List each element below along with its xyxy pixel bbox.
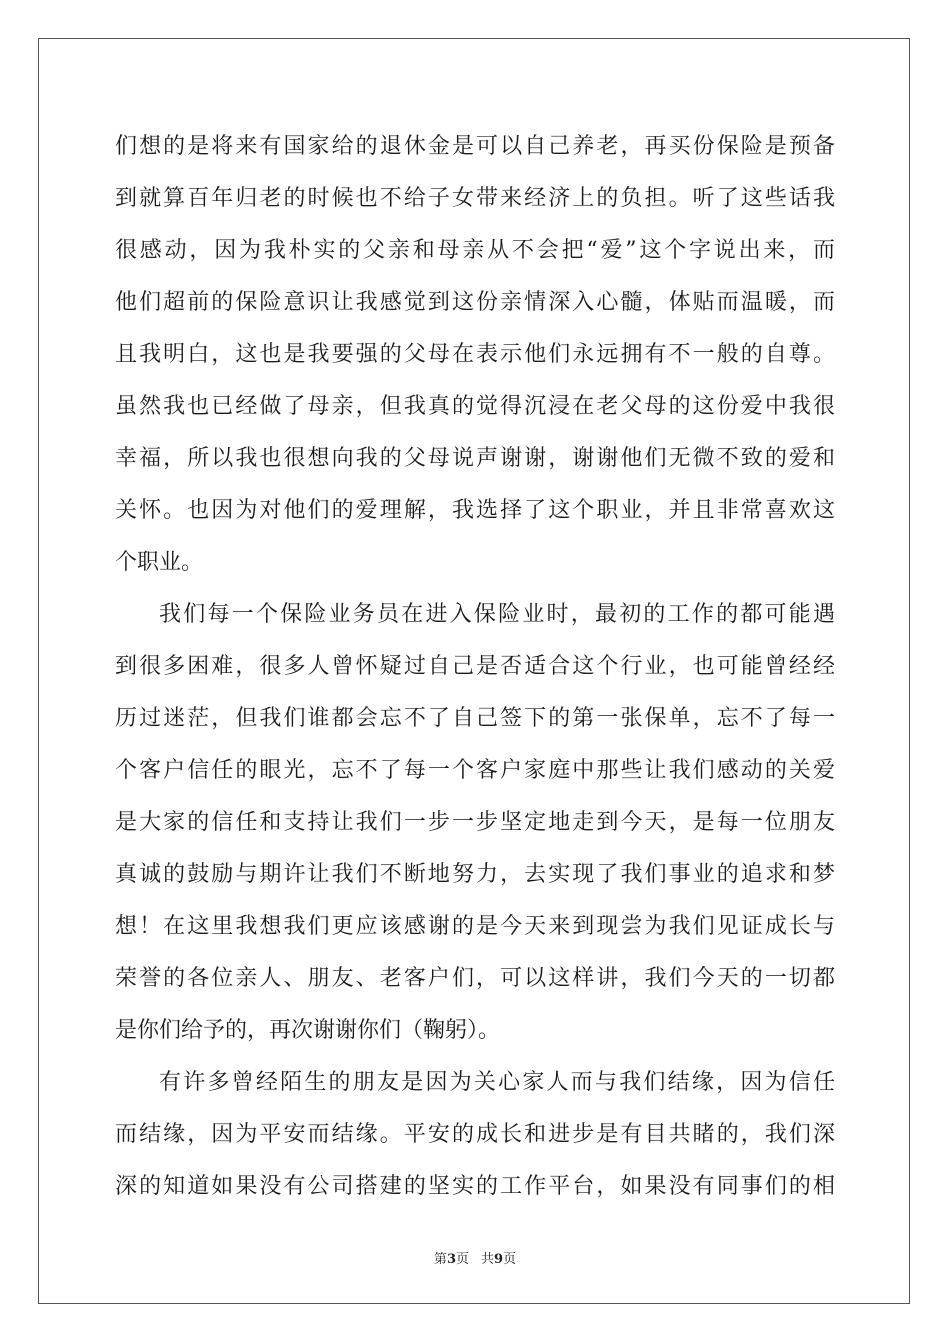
- page-prefix: 第: [433, 1252, 447, 1267]
- text-line: 有许多曾经陌生的朋友是因为关心家人而与我们结缘，因为信任: [159, 1070, 835, 1095]
- text-line: 到很多困难，很多人曾怀疑过自己是否适合这个行业，也可能曾经经: [115, 654, 835, 679]
- text-line: 历过迷茫，但我们谁都会忘不了自己签下的第一张保单，忘不了每一: [115, 706, 835, 731]
- paragraph-3: [115, 1057, 835, 1213]
- text-line: 且我明白，这也是我要强的父母在表示他们永远拥有不一般的自尊。: [115, 342, 835, 367]
- text-line: 是你们给予的，再次谢谢你们（鞠躬）。: [115, 1018, 501, 1043]
- page-number: 3: [446, 1252, 456, 1267]
- page-suffix: 页: [455, 1252, 469, 1267]
- text-line: 关怀。也因为对他们的爱理解，我选择了这个职业，并且非常喜欢这: [115, 498, 835, 523]
- text-line: 是大家的信任和支持让我们一步一步坚定地走到今天，是每一位朋友: [115, 810, 835, 835]
- text-line: 幸福，所以我也很想向我的父母说声谢谢，谢谢他们无微不致的爱和: [115, 446, 835, 471]
- document-body: [115, 121, 835, 1213]
- text-line: 真诚的鼓励与期许让我们不断地努力，去实现了我们事业的追求和梦: [115, 862, 835, 887]
- text-line: 很感动，因为我朴实的父亲和母亲从不会把“爱”这个字说出来，而: [115, 238, 835, 263]
- text-line: 而结缘，因为平安而结缘。平安的成长和进步是有目共睹的，我们深: [115, 1122, 835, 1147]
- text-line: 想！在这里我想我们更应该感谢的是今天来到现尝为我们见证成长与: [115, 914, 835, 939]
- text-line: 个职业。: [115, 550, 204, 575]
- text-line: 到就算百年归老的时候也不给子女带来经济上的负担。听了这些话我: [115, 186, 835, 211]
- paragraph-1: [115, 121, 835, 589]
- paragraph-2: [115, 589, 835, 1057]
- text-line: 个客户信任的眼光，忘不了每一个客户家庭中那些让我们感动的关爱: [115, 758, 835, 783]
- text-line: 他们超前的保险意识让我感觉到这份亲情深入心髓，体贴而温暖，而: [115, 290, 835, 315]
- page-footer: [0, 1248, 950, 1267]
- total-pages: 9: [494, 1252, 504, 1267]
- total-prefix: 共: [481, 1252, 495, 1267]
- text-line: 虽然我也已经做了母亲，但我真的觉得沉浸在老父母的这份爱中我很: [115, 394, 835, 419]
- total-suffix: 页: [503, 1252, 517, 1267]
- text-line: 荣誉的各位亲人、朋友、老客户们，可以这样讲，我们今天的一切都: [115, 966, 835, 991]
- text-line: 我们每一个保险业务员在进入保险业时，最初的工作的都可能遇: [159, 602, 835, 627]
- text-line: 们想的是将来有国家给的退休金是可以自己养老，再买份保险是预备: [115, 134, 835, 159]
- text-line: 深的知道如果没有公司搭建的坚实的工作平台，如果没有同事们的相: [115, 1174, 835, 1199]
